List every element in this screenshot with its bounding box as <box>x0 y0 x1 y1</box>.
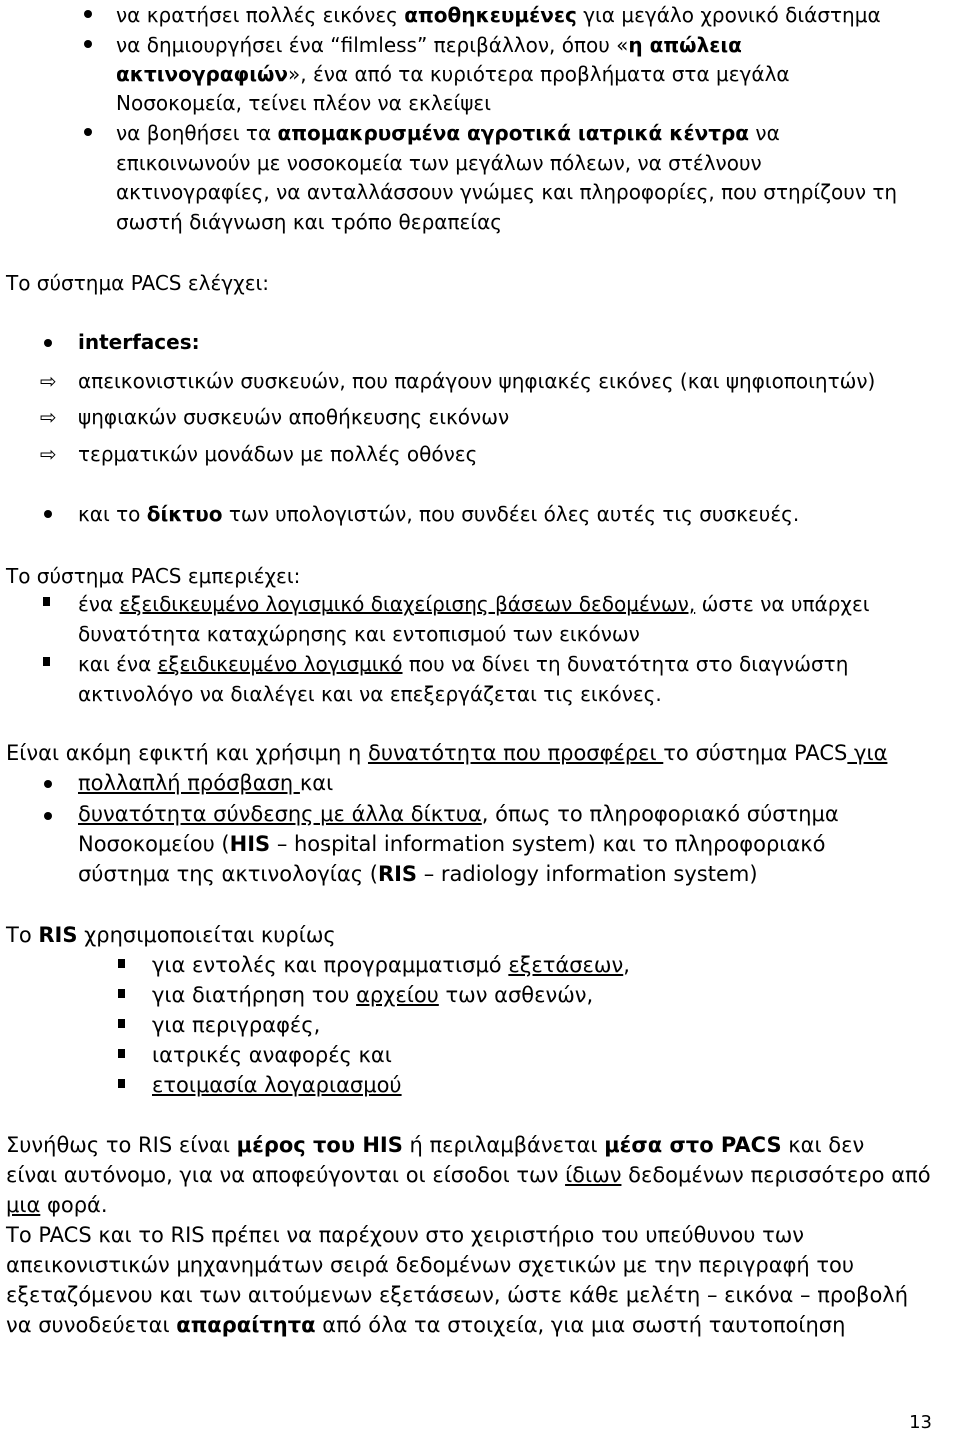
text-line: εξεταζόμενου και των αιτούμενων εξετάσεων, ώστε κάθε μελέτη – εικόνα – προβολή <box>6 1283 909 1307</box>
text-line: τερματικών μονάδων με πολλές οθόνες <box>78 442 478 466</box>
text-line: μια φορά. <box>6 1193 108 1217</box>
text-line: να συνοδεύεται απαραίτητα από όλα τα στοιχεία, για μια σωστή ταυτοποίηση <box>6 1313 846 1337</box>
bullet-icon <box>44 780 52 788</box>
bullet-icon <box>84 10 92 18</box>
text-line: Νοσοκομείου (HIS – hospital information system) και το πληροφοριακό <box>78 832 826 856</box>
text-line: και το δίκτυο των υπολογιστών, που συνδέει όλες αυτές τις συσκευές. <box>78 502 800 526</box>
text-line: να δημιουργήσει ένα “filmless” περιβάλλον, όπου «η απώλεια <box>116 33 742 57</box>
text-line: interfaces: <box>78 330 200 354</box>
square-bullet-icon <box>118 959 125 968</box>
bullet-icon <box>84 40 92 48</box>
bullet-icon <box>44 510 52 518</box>
text-line: σύστημα της ακτινολογίας (RIS – radiology information system) <box>78 862 758 886</box>
text-line: επικοινωνούν με νοσοκομεία των μεγάλων πόλεων, να στέλνουν <box>116 151 762 175</box>
square-bullet-icon <box>118 1079 125 1088</box>
square-bullet-icon <box>43 657 50 666</box>
text-line: ακτινογραφιών», ένα από τα κυριότερα προβλήματα στα μεγάλα <box>116 62 790 86</box>
section-heading: Το σύστημα PACS ελέγχει: <box>6 271 270 295</box>
text-line: για εντολές και προγραμματισμό εξετάσεων, <box>152 953 630 977</box>
text-line: απεικονιστικών μηχανημάτων σειρά δεδομένων σχετικών με την περιγραφή του <box>6 1253 855 1277</box>
text-line: Συνήθως το RIS είναι μέρος του HIS ή περιλαμβάνεται μέσα στο PACS και δεν <box>6 1133 865 1157</box>
text-line: δυνατότητα σύνδεσης με άλλα δίκτυα, όπως το πληροφοριακό σύστημα <box>78 802 839 826</box>
page-number: 13 <box>909 1412 932 1433</box>
square-bullet-icon <box>118 1019 125 1028</box>
text-line: Το RIS χρησιμοποιείται κυρίως <box>6 923 336 947</box>
text-line: ένα εξειδικευμένο λογισμικό διαχείρισης βάσεων δεδομένων, ώστε να υπάρχει <box>78 592 870 616</box>
text-line: ετοιμασία λογαριασμού <box>152 1073 402 1097</box>
text-line: απεικονιστικών συσκευών, που παράγουν ψηφιακές εικόνες (και ψηφιοποιητών) <box>78 369 876 393</box>
text-line: Είναι ακόμη εφικτή και χρήσιμη η δυνατότητα που προσφέρει το σύστημα PACS για <box>6 741 888 765</box>
arrow-icon: ⇨ <box>40 405 57 429</box>
text-line: να βοηθήσει τα απομακρυσμένα αγροτικά ιατρικά κέντρα να <box>116 121 780 145</box>
text-line: δυνατότητα καταχώρησης και εντοπισμού των εικόνων <box>78 622 640 646</box>
square-bullet-icon <box>43 597 50 606</box>
text-line: ψηφιακών συσκευών αποθήκευσης εικόνων <box>78 405 510 429</box>
text-line: ιατρικές αναφορές και <box>152 1043 392 1067</box>
bullet-icon <box>84 128 92 136</box>
text-line: ακτινογραφίες, να ανταλλάσσουν γνώμες και πληροφορίες, που στηρίζουν τη <box>116 180 898 204</box>
text-line: πολλαπλή πρόσβαση και <box>78 771 334 795</box>
text-line: για περιγραφές, <box>152 1013 321 1037</box>
text-line: και ένα εξειδικευμένο λογισμικό που να δίνει τη δυνατότητα στο διαγνώστη <box>78 652 849 676</box>
text-line: Το PACS και το RIS πρέπει να παρέχουν στο χειριστήριο του υπεύθυνου των <box>6 1223 805 1247</box>
text-line: Νοσοκομεία, τείνει πλέον να εκλείψει <box>116 91 492 115</box>
square-bullet-icon <box>118 1049 125 1058</box>
square-bullet-icon <box>118 989 125 998</box>
text-line: να κρατήσει πολλές εικόνες αποθηκευμένες για μεγάλο χρονικό διάστημα <box>116 3 881 27</box>
text-line: σωστή διάγνωση και τρόπο θεραπείας <box>116 210 502 234</box>
bullet-icon <box>44 812 52 820</box>
bullet-icon <box>44 339 52 347</box>
text-line: είναι αυτόνομο, για να αποφεύγονται οι είσοδοι των ίδιων δεδομένων περισσότερο από <box>6 1163 931 1187</box>
section-heading: Το σύστημα PACS εμπεριέχει: <box>6 564 301 588</box>
arrow-icon: ⇨ <box>40 442 57 466</box>
arrow-icon: ⇨ <box>40 369 57 393</box>
text-line: για διατήρηση του αρχείου των ασθενών, <box>152 983 594 1007</box>
text-line: ακτινολόγο να διαλέγει και να επεξεργάζεται τις εικόνες. <box>78 682 662 706</box>
